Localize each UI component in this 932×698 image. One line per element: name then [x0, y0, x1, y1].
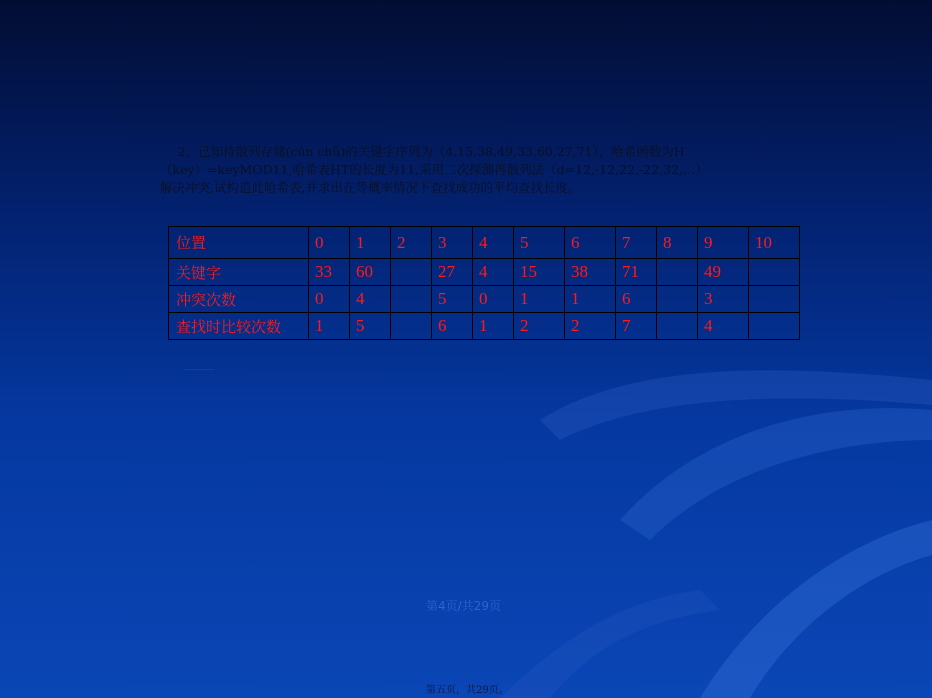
table-cell: 1 [309, 313, 350, 340]
table-cell: 0 [309, 286, 350, 313]
table-cell: 3 [432, 227, 473, 259]
table-row [169, 313, 800, 340]
table-row [169, 227, 800, 259]
table-row [169, 286, 800, 313]
table-cell: 38 [565, 259, 616, 286]
table-cell: 10 [749, 227, 800, 259]
table-cell: 2 [565, 313, 616, 340]
row-label: 关键字 [169, 259, 309, 286]
hash-table-body [169, 227, 800, 340]
table-cell: 15 [514, 259, 565, 286]
table-cell: 8 [657, 227, 698, 259]
table-cell [749, 259, 800, 286]
table-cell [391, 313, 432, 340]
table-cell: 4 [473, 259, 514, 286]
table-cell: 4 [473, 227, 514, 259]
page-footer: 第五页，共29页。 [426, 685, 509, 696]
table-cell: 3 [698, 286, 749, 313]
row-label: 位置 [169, 227, 309, 259]
table-cell: 49 [698, 259, 749, 286]
table-cell: 4 [350, 286, 391, 313]
table-row [169, 259, 800, 286]
table-cell: 7 [616, 227, 657, 259]
table-cell: 9 [698, 227, 749, 259]
problem-statement [160, 143, 705, 197]
table-cell [391, 286, 432, 313]
table-cell: 7 [616, 313, 657, 340]
table-cell: 5 [514, 227, 565, 259]
table-cell: 1 [350, 227, 391, 259]
table-cell [657, 259, 698, 286]
table-cell [657, 313, 698, 340]
table-cell: 4 [698, 313, 749, 340]
table-cell: 27 [432, 259, 473, 286]
table-cell [749, 286, 800, 313]
table-cell [749, 313, 800, 340]
table-cell: 6 [432, 313, 473, 340]
table-cell: 0 [473, 286, 514, 313]
problem-text: 2、已知待散列存储(cún chǔ)的关键字序列为（4,15,38,49,33,60,27,71），哈希函数为H（key）=keyMOD11,哈希表HT的长度为11,采用二次探测再散列法（d=12,-12,22,-22,32,…）解决冲突,试构造此哈希表,并求出在等概率情况下查找成功的平均查找长度。 [160, 144, 702, 195]
table-cell: 1 [473, 313, 514, 340]
tiny-caption: ………………………… [184, 367, 214, 371]
hash-table [168, 226, 800, 340]
table-cell: 33 [309, 259, 350, 286]
table-cell: 6 [565, 227, 616, 259]
table-cell: 71 [616, 259, 657, 286]
row-label: 冲突次数 [169, 286, 309, 313]
table-cell [391, 259, 432, 286]
page-indicator: 第4页/共29页 [426, 599, 501, 613]
table-cell: 1 [514, 286, 565, 313]
table-cell: 5 [350, 313, 391, 340]
table-cell: 60 [350, 259, 391, 286]
table-cell: 2 [514, 313, 565, 340]
table-cell: 5 [432, 286, 473, 313]
table-cell: 1 [565, 286, 616, 313]
table-cell: 6 [616, 286, 657, 313]
row-label: 查找时比较次数 [169, 313, 309, 340]
table-cell: 0 [309, 227, 350, 259]
table-cell: 2 [391, 227, 432, 259]
table-cell [657, 286, 698, 313]
